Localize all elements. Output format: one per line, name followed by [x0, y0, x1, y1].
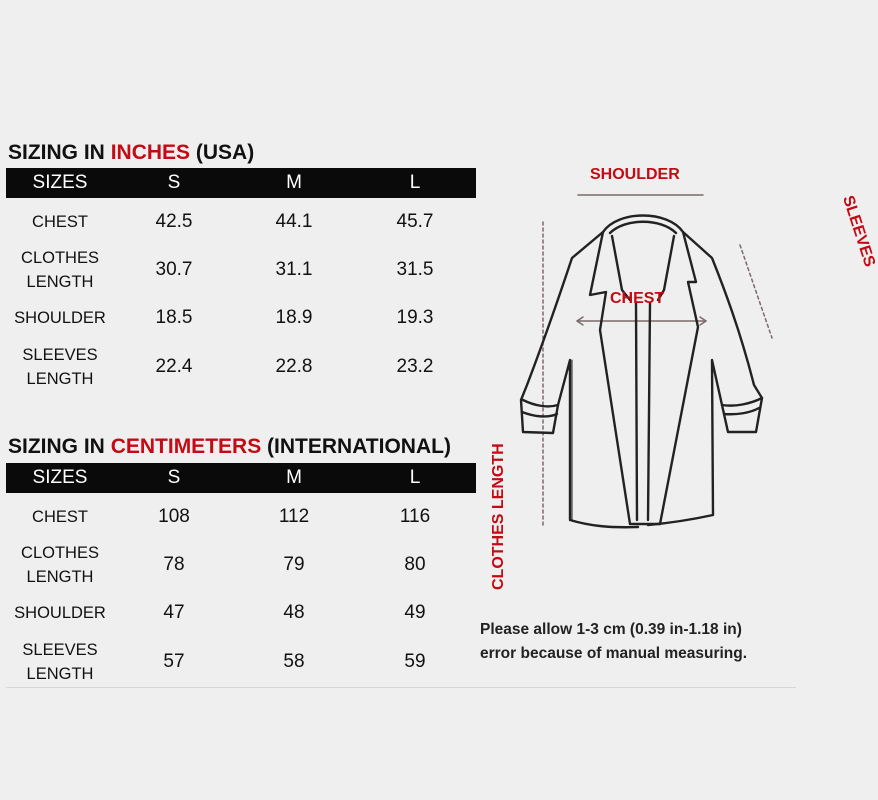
row-label-line1: CHEST: [32, 508, 88, 526]
cell-s: 22.4: [155, 356, 193, 377]
cell-m: 22.8: [275, 356, 313, 377]
row-label-line1: SLEEVES: [22, 641, 98, 659]
row-label: [6, 246, 114, 294]
cell-l: 31.5: [396, 259, 434, 280]
header-sizes: SIZES: [6, 168, 114, 198]
table-row-chest: [6, 198, 476, 246]
row-label-line2: LENGTH: [26, 665, 94, 683]
header-l: L: [354, 463, 476, 493]
cell-l: 45.7: [396, 211, 434, 232]
row-label-line1: CLOTHES: [21, 249, 99, 267]
row-label: [6, 294, 114, 342]
inches-section-title: [8, 141, 254, 165]
note-line2: error because of manual measuring.: [480, 645, 748, 662]
cell-s: 108: [158, 506, 190, 527]
sleeves-label-text: SLEEVES: [839, 193, 878, 270]
coat-measurement-diagram: [478, 150, 878, 590]
cell-m: 18.9: [275, 307, 313, 328]
cell-l: 23.2: [396, 356, 434, 377]
centimeters-section-title: [8, 435, 451, 459]
cell-s: 42.5: [155, 211, 193, 232]
row-label: [6, 342, 114, 392]
row-label: [6, 589, 114, 637]
inches-title-highlight: INCHES: [110, 141, 191, 164]
cell-l: 80: [404, 554, 426, 575]
table-row-clothes-length: [6, 246, 476, 294]
table-row-shoulder: [6, 589, 476, 637]
cell-m: 31.1: [275, 259, 313, 280]
row-label-line2: LENGTH: [26, 273, 94, 291]
cell-s: 47: [163, 602, 185, 623]
cm-title-highlight: CENTIMETERS: [110, 435, 262, 458]
table-row-chest: [6, 493, 476, 541]
bottom-divider: [6, 687, 796, 688]
cell-s: 18.5: [155, 307, 193, 328]
row-label: [6, 637, 114, 687]
row-label-line1: CHEST: [32, 213, 88, 231]
cell-m: 48: [283, 602, 305, 623]
cm-title-suffix: (INTERNATIONAL): [261, 435, 451, 458]
table-row-sleeves-length: [6, 342, 476, 392]
inches-size-table: [6, 168, 476, 392]
header-s: S: [114, 168, 234, 198]
note-line1: Please allow 1-3 cm (0.39 in-1.18 in): [480, 621, 742, 638]
row-label-line1: CLOTHES: [21, 544, 99, 562]
row-label-line2: LENGTH: [26, 568, 94, 586]
header-s: S: [114, 463, 234, 493]
inches-title-suffix: (USA): [190, 141, 255, 164]
header-sizes: SIZES: [6, 463, 114, 493]
inches-title-prefix: SIZING IN: [8, 141, 111, 164]
row-label-line1: SHOULDER: [14, 309, 106, 327]
cell-l: 59: [404, 651, 426, 672]
row-label-line2: LENGTH: [26, 370, 94, 388]
header-m: M: [234, 168, 354, 198]
cell-m: 58: [283, 651, 305, 672]
clothes-length-label-text: CLOTHES LENGTH: [490, 443, 507, 590]
cell-m: 44.1: [275, 211, 313, 232]
table-row-sleeves-length: [6, 637, 476, 687]
row-label: [6, 493, 114, 541]
cell-s: 57: [163, 651, 185, 672]
header-l: L: [354, 168, 476, 198]
clothes-length-label: [490, 293, 508, 590]
cell-m: 79: [283, 554, 305, 575]
row-label: [6, 541, 114, 589]
cell-l: 19.3: [396, 307, 434, 328]
table-row-clothes-length: [6, 541, 476, 589]
table-header-row: [6, 463, 476, 493]
row-label-line1: SHOULDER: [14, 604, 106, 622]
cell-m: 112: [278, 506, 310, 527]
row-label: [6, 198, 114, 246]
coat-outline-icon: [478, 150, 800, 570]
cell-l: 116: [399, 506, 431, 527]
chest-label: CHEST: [610, 290, 665, 307]
shoulder-label: SHOULDER: [590, 166, 680, 183]
centimeters-size-table: [6, 463, 476, 687]
cell-s: 78: [163, 554, 185, 575]
row-label-line1: SLEEVES: [22, 346, 98, 364]
table-header-row: [6, 168, 476, 198]
header-m: M: [234, 463, 354, 493]
cell-l: 49: [404, 602, 426, 623]
cell-s: 30.7: [155, 259, 193, 280]
table-row-shoulder: [6, 294, 476, 342]
cm-title-prefix: SIZING IN: [8, 435, 111, 458]
measurement-note: [480, 618, 798, 666]
